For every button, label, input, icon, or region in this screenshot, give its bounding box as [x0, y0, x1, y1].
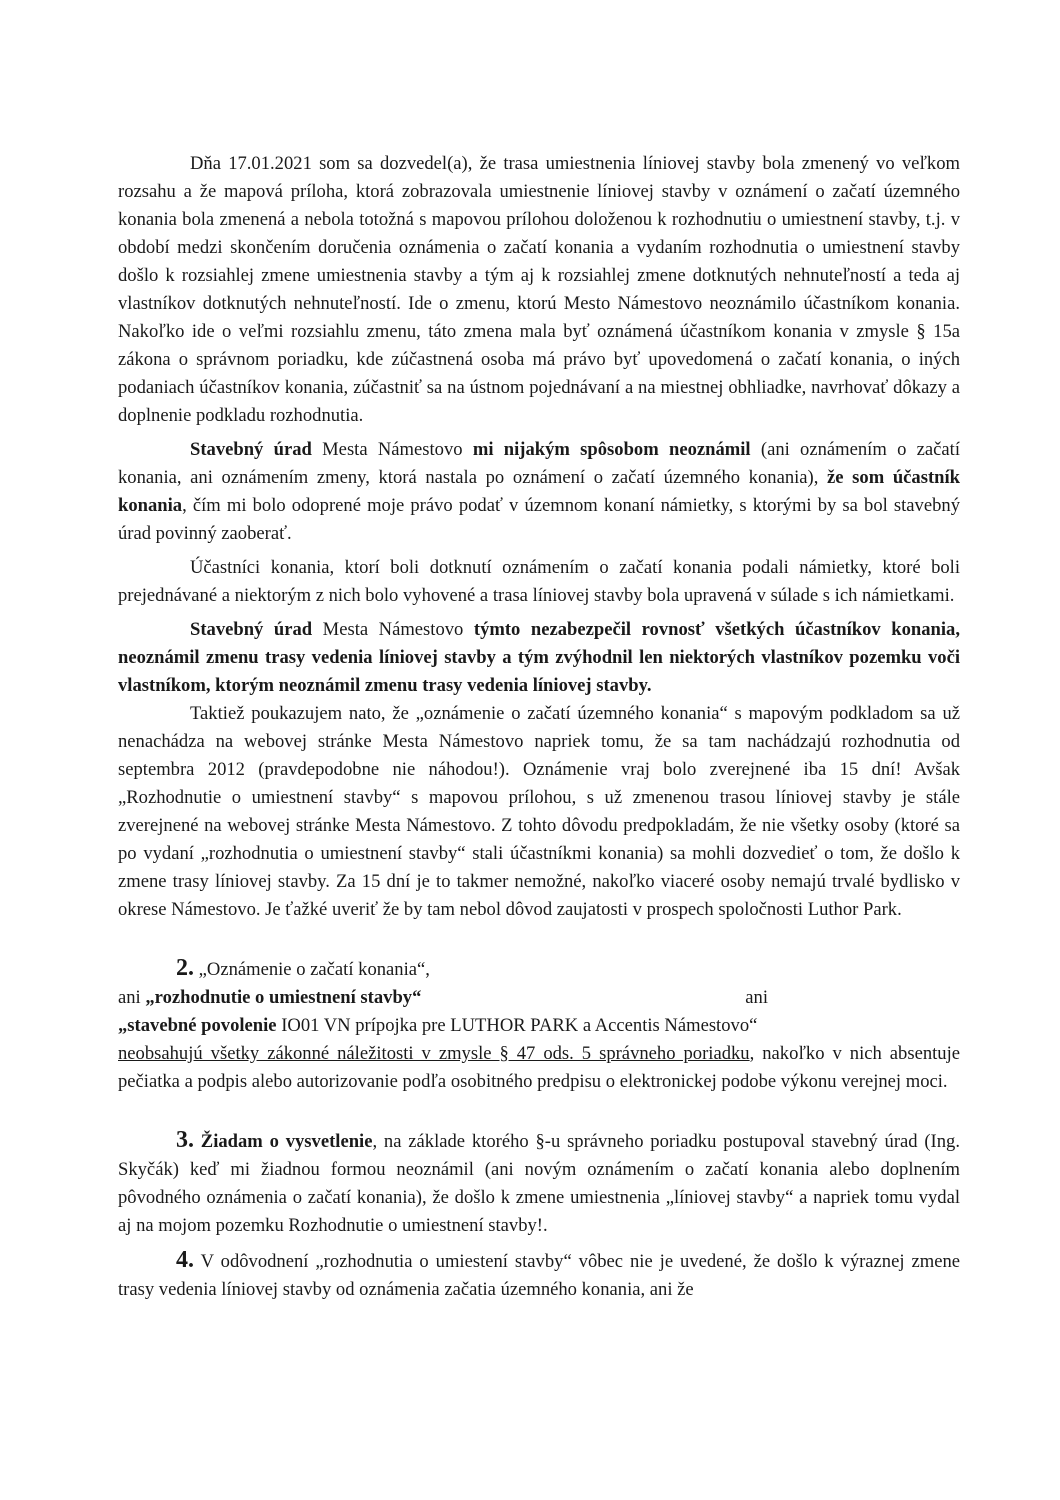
underlined-text: neobsahujú všetky zákonné náležitosti v zmysle § 47 ods. 5 správneho poriadku — [118, 1043, 750, 1064]
section-3: 3. Žiadam o vysvetlenie, na základe ktorého §-u správneho poriadku postupoval stavebný úrad (Ing. Skyčák) keď mi žiadnou formou neoznámil (ani novým oznámením o začatí konania alebo doplnením pôvodného oznámenia o začatí konania), že došlo k zmene umiestnenia „líniovej stavby“ a napriek tomu vydal aj na mojom pozemku Rozhodnutie o umiestnení stavby!. — [118, 1127, 960, 1236]
bold-text: Stavebný úrad — [190, 619, 313, 640]
section-number: 3. — [176, 1127, 194, 1153]
section-4: 4. V odôvodnení „rozhodnutia o umiestení stavby“ vôbec nie je uvedené, že došlo k výraznej zmene trasy vedenia líniovej stavby od oznámenia začatia územného konania, ani že — [118, 1247, 960, 1300]
bold-text: Stavebný úrad — [190, 439, 312, 460]
paragraph-equality: Stavebný úrad Mesta Námestovo týmto nezabezpečil rovnosť všetkých účastníkov konania, neoznámil zmenu trasy vedenia líniovej stavby a tým zvýhodnil len niektorých vlastníkov pozemku voči vlastníkom, ktorým neoznámil zmenu trasy vedenia líniovej stavby. — [118, 619, 960, 696]
bold-text: že som účastník konania — [118, 467, 960, 516]
section-number: 2. — [176, 955, 194, 981]
section-2: 2. „Oznámenie o začatí konania“, ani „rozhodnutie o umiestnení stavby“ ani „stavebné povolenie IO01 VN prípojka pre LUTHOR PARK a Accentis Námestovo“ neobsahujú všetky zákonné náležitosti v zmysle § 47 ods. 5 správneho poriadku, nakoľko v nich absentuje pečiatka a podpis alebo autorizovanie podľa osobitného predpisu o elektronickej podobe výkonu verejnej moci. — [118, 954, 960, 1096]
paragraph-change-notice: Dňa 17.01.2021 som sa dozvedel(a), že trasa umiestnenia líniovej stavby bola zmenený vo veľkom rozsahu a že mapová príloha, ktorá zobrazovala umiestnenie líniovej stavby v oznámení o začatí územného konania bola zmenená a nebola totožná s mapovou prílohou doloženou k rozhodnutiu o umiestnení stavby, t.j. v období medzi skončením doručenia oznámenia o začatí konania a vydaním rozhodnutia o umiestnení stavby došlo k rozsiahlej zmene umiestnenia stavby a tým aj k rozsiahlej zmene dotknutých nehnuteľností a teda aj vlastníkov dotknutých nehnuteľností. Ide o zmenu, ktorú Mesto Námestovo neoznámilo účastníkom konania. Nakoľko ide o veľmi rozsiahlu zmenu, táto zmena mala byť oznámená účastníkom konania v zmysle § 15a zákona o správnom poriadku, kde zúčastnená osoba má právo byť upovedomená o začatí konania, o iných podaniach účastníkov konania, zúčastniť sa na ústnom pojednávaní a na miestnej obhliadke, navrhovať dôkazy a doplnenie podkladu rozhodnutia. — [118, 153, 960, 426]
bold-text: mi nijakým spôsobom neoznámil — [472, 439, 751, 460]
paragraph-missing-requirements: neobsahujú všetky zákonné náležitosti v zmysle § 47 ods. 5 správneho poriadku, nakoľko v nich absentuje pečiatka a podpis alebo autorizovanie podľa osobitného predpisu o elektronickej podobe výkonu verejnej moci. — [118, 1043, 961, 1092]
paragraph-participants-objections: Účastníci konania, ktorí boli dotknutí oznámením o začatí konania podali námietky, ktoré boli prejednávané a niektorým z nich bolo vyhovené a trasa líniovej stavby bola upravená v súlade s ich námietkami. — [118, 557, 960, 606]
section-number: 4. — [176, 1247, 194, 1273]
paragraph-website: Taktiež poukazujem nato, že „oznámenie o začatí územného konania“ s mapovým podkladom sa už nenachádza na webovej stránke Mesta Námestovo napriek tomu, že sa tam nachádzajú rozhodnutia od septembra 2012 (pravdepodobne nie náhodou!). Oznámenie vraj bolo zverejnené iba 15 dní! Avšak „Rozhodnutie o umiestnení stavby“ s mapovou prílohou, s už zmenenou trasou líniovej stavby je stále zverejnené na webovej stránke Mesta Námestovo. Z tohto dôvodu predpokladám, že nie všetky osoby (ktoré sa po vydaní „rozhodnutia o umiestnení stavby“ stali účastníkmi konania) sa mohli dozvedieť o tom, že došlo k zmene trasy líniovej stavby. Za 15 dní je to takmer nemožné, nakoľko viaceré osoby nemajú trvalé bydlisko v okrese Námestovo. Je ťažké uveriť že by tam nebol dôvod zaujatosti v prospech spoločnosti Luthor Park. — [118, 703, 960, 920]
bold-text: týmto nezabezpečil rovnosť všetkých účastníkov konania, neoznámil zmenu trasy vedenia líniovej stavby a tým zvýhodnil len niektorých vlastníkov pozemku voči vlastníkom, ktorým neoznámil zmenu trasy vedenia líniovej stavby. — [118, 619, 960, 696]
paragraph-not-notified: Stavebný úrad Mesta Námestovo mi nijakým spôsobom neoznámil (ani oznámením o začatí konania, ani oznámením zmeny, ktorá nastala po oznámení o začatí územného konania), že som účastník konania, čím mi bolo odoprené moje právo podať v územnom konaní námietky, s ktorými by sa bol stavebný úrad povinný zaoberať. — [118, 439, 960, 544]
